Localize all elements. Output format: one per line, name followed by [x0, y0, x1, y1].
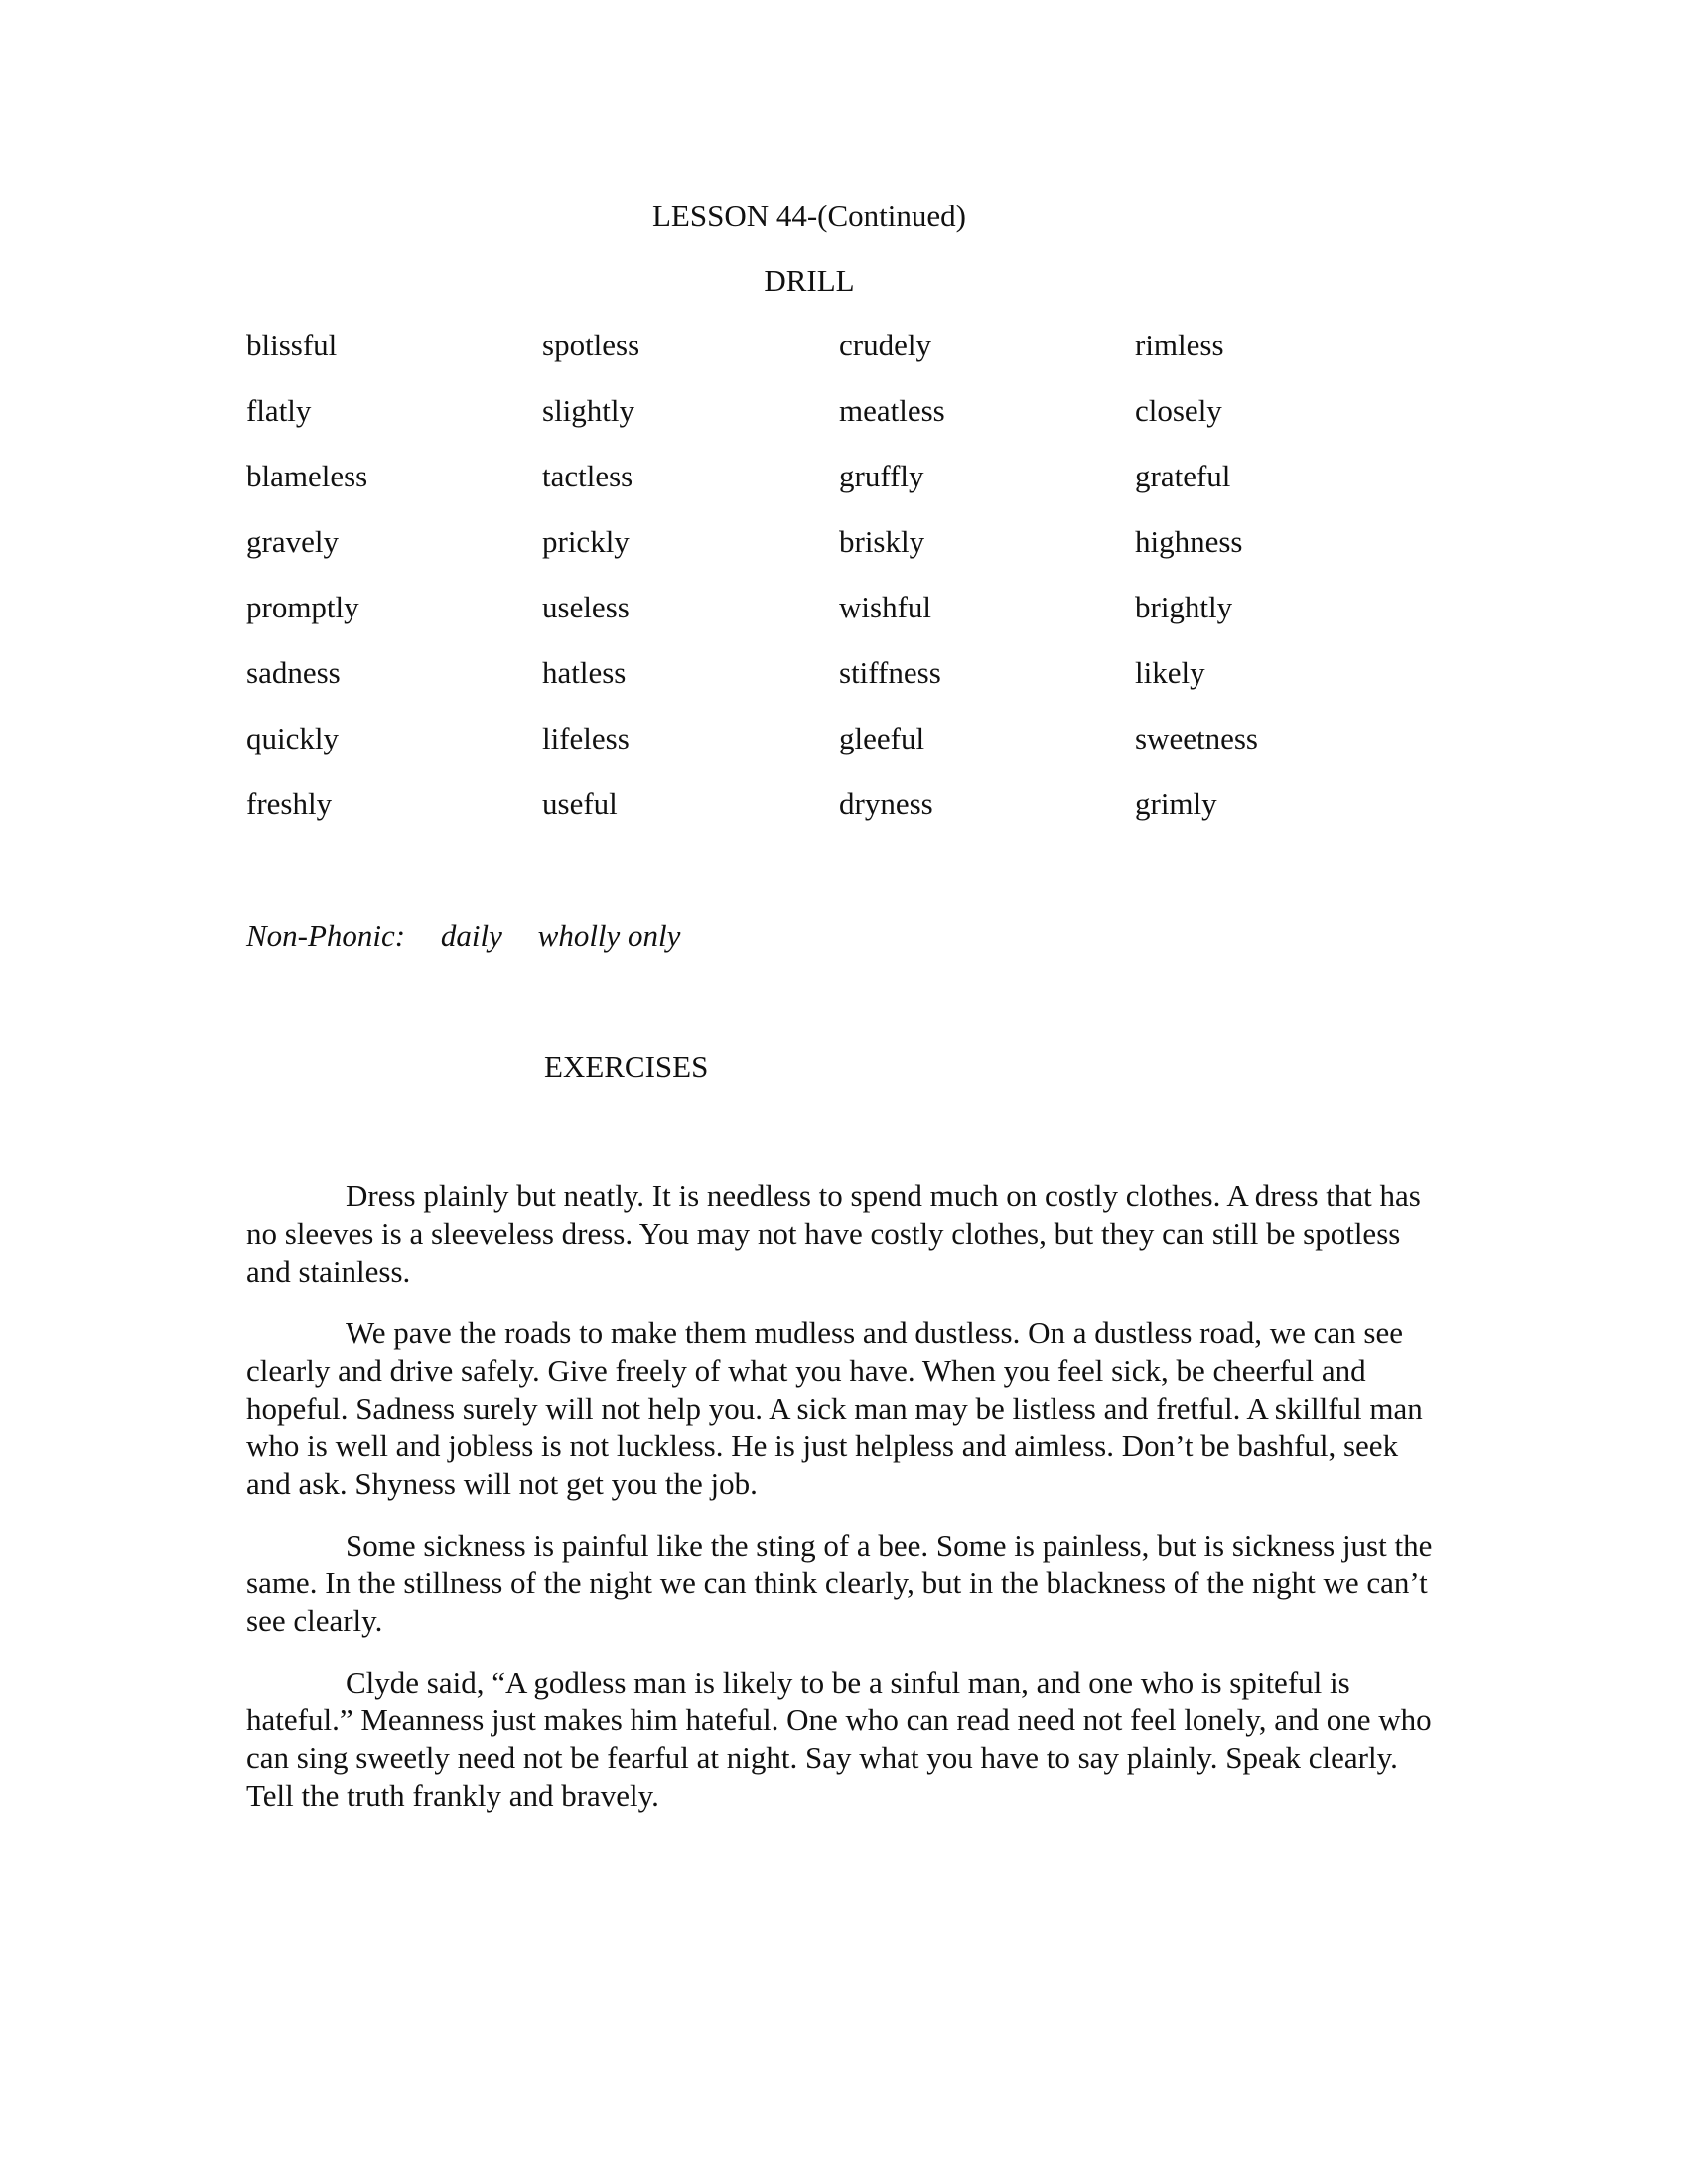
drill-word: spotless: [542, 328, 640, 362]
drill-word: blameless: [246, 459, 368, 493]
drill-word: slightly: [542, 393, 635, 428]
drill-word: lifeless: [542, 721, 630, 755]
drill-word: quickly: [246, 721, 339, 755]
exercise-paragraph: Clyde said, “A godless man is likely to be a sinful man, and one who is spiteful is hateful.” Meanness just makes him hateful. One who can read need not feel lonely, and one who can sing sweetly need not be fearful at night. Say what you have to say plainly. Speak clearly. Tell the truth frankly and bravely.: [246, 1665, 1432, 1813]
drill-word: gleeful: [839, 721, 925, 755]
drill-word: useful: [542, 786, 618, 821]
drill-word: sadness: [246, 655, 341, 690]
drill-word: grimly: [1135, 786, 1217, 821]
drill-word: stiffness: [839, 655, 941, 690]
exercise-paragraph: Dress plainly but neatly. It is needless to spend much on costly clothes. A dress that has no sleeves is a sleeveless dress. You may not have costly clothes, but they can still be spotless and stainless.: [246, 1178, 1421, 1289]
drill-word: blissful: [246, 328, 338, 362]
drill-word: hatless: [542, 655, 627, 690]
drill-word: sweetness: [1135, 721, 1258, 755]
drill-word: wishful: [839, 590, 931, 624]
drill-word: brightly: [1135, 590, 1233, 624]
drill-title: DRILL: [764, 263, 855, 298]
drill-word: meatless: [839, 393, 945, 428]
exercises-title: EXERCISES: [544, 1049, 709, 1084]
drill-word: flatly: [246, 393, 312, 428]
exercise-paragraph: Some sickness is painful like the sting of a bee. Some is painless, but is sickness just the same. In the stillness of the night we can think clearly, but in the blackness of the night we can’t see clearly.: [246, 1528, 1433, 1638]
drill-word-grid: [246, 326, 1438, 850]
drill-word: promptly: [246, 590, 359, 624]
drill-word: closely: [1135, 393, 1222, 428]
drill-word: grateful: [1135, 459, 1231, 493]
drill-word: highness: [1135, 524, 1243, 559]
drill-word: gravely: [246, 524, 339, 559]
drill-word: prickly: [542, 524, 630, 559]
drill-word: tactless: [542, 459, 633, 493]
drill-word: dryness: [839, 786, 933, 821]
exercise-paragraph: We pave the roads to make them mudless and dustless. On a dustless road, we can see clearly and drive safely. Give freely of what you have. When you feel sick, be cheerful and hopeful. Sadness surely will not help you. A sick man may be listless and fretful. A skillful man who is well and jobless is not luckless. He is just helpless and aimless. Don’t be bashful, seek and ask. Shyness will not get you the job.: [246, 1315, 1423, 1501]
drill-word: freshly: [246, 786, 333, 821]
lesson-title: LESSON 44-(Continued): [651, 199, 966, 233]
drill-word: useless: [542, 590, 630, 624]
drill-word: rimless: [1135, 328, 1224, 362]
non-phonic-label: Non-Phonic:: [246, 918, 406, 953]
non-phonic-line: [246, 916, 680, 956]
drill-word: crudely: [839, 328, 931, 362]
non-phonic-word: daily: [440, 918, 502, 953]
exercises-body: [246, 1177, 1438, 1839]
drill-word: likely: [1135, 655, 1205, 690]
non-phonic-word: wholly only: [537, 918, 681, 953]
drill-word: gruffly: [839, 459, 924, 493]
drill-word: briskly: [839, 524, 925, 559]
